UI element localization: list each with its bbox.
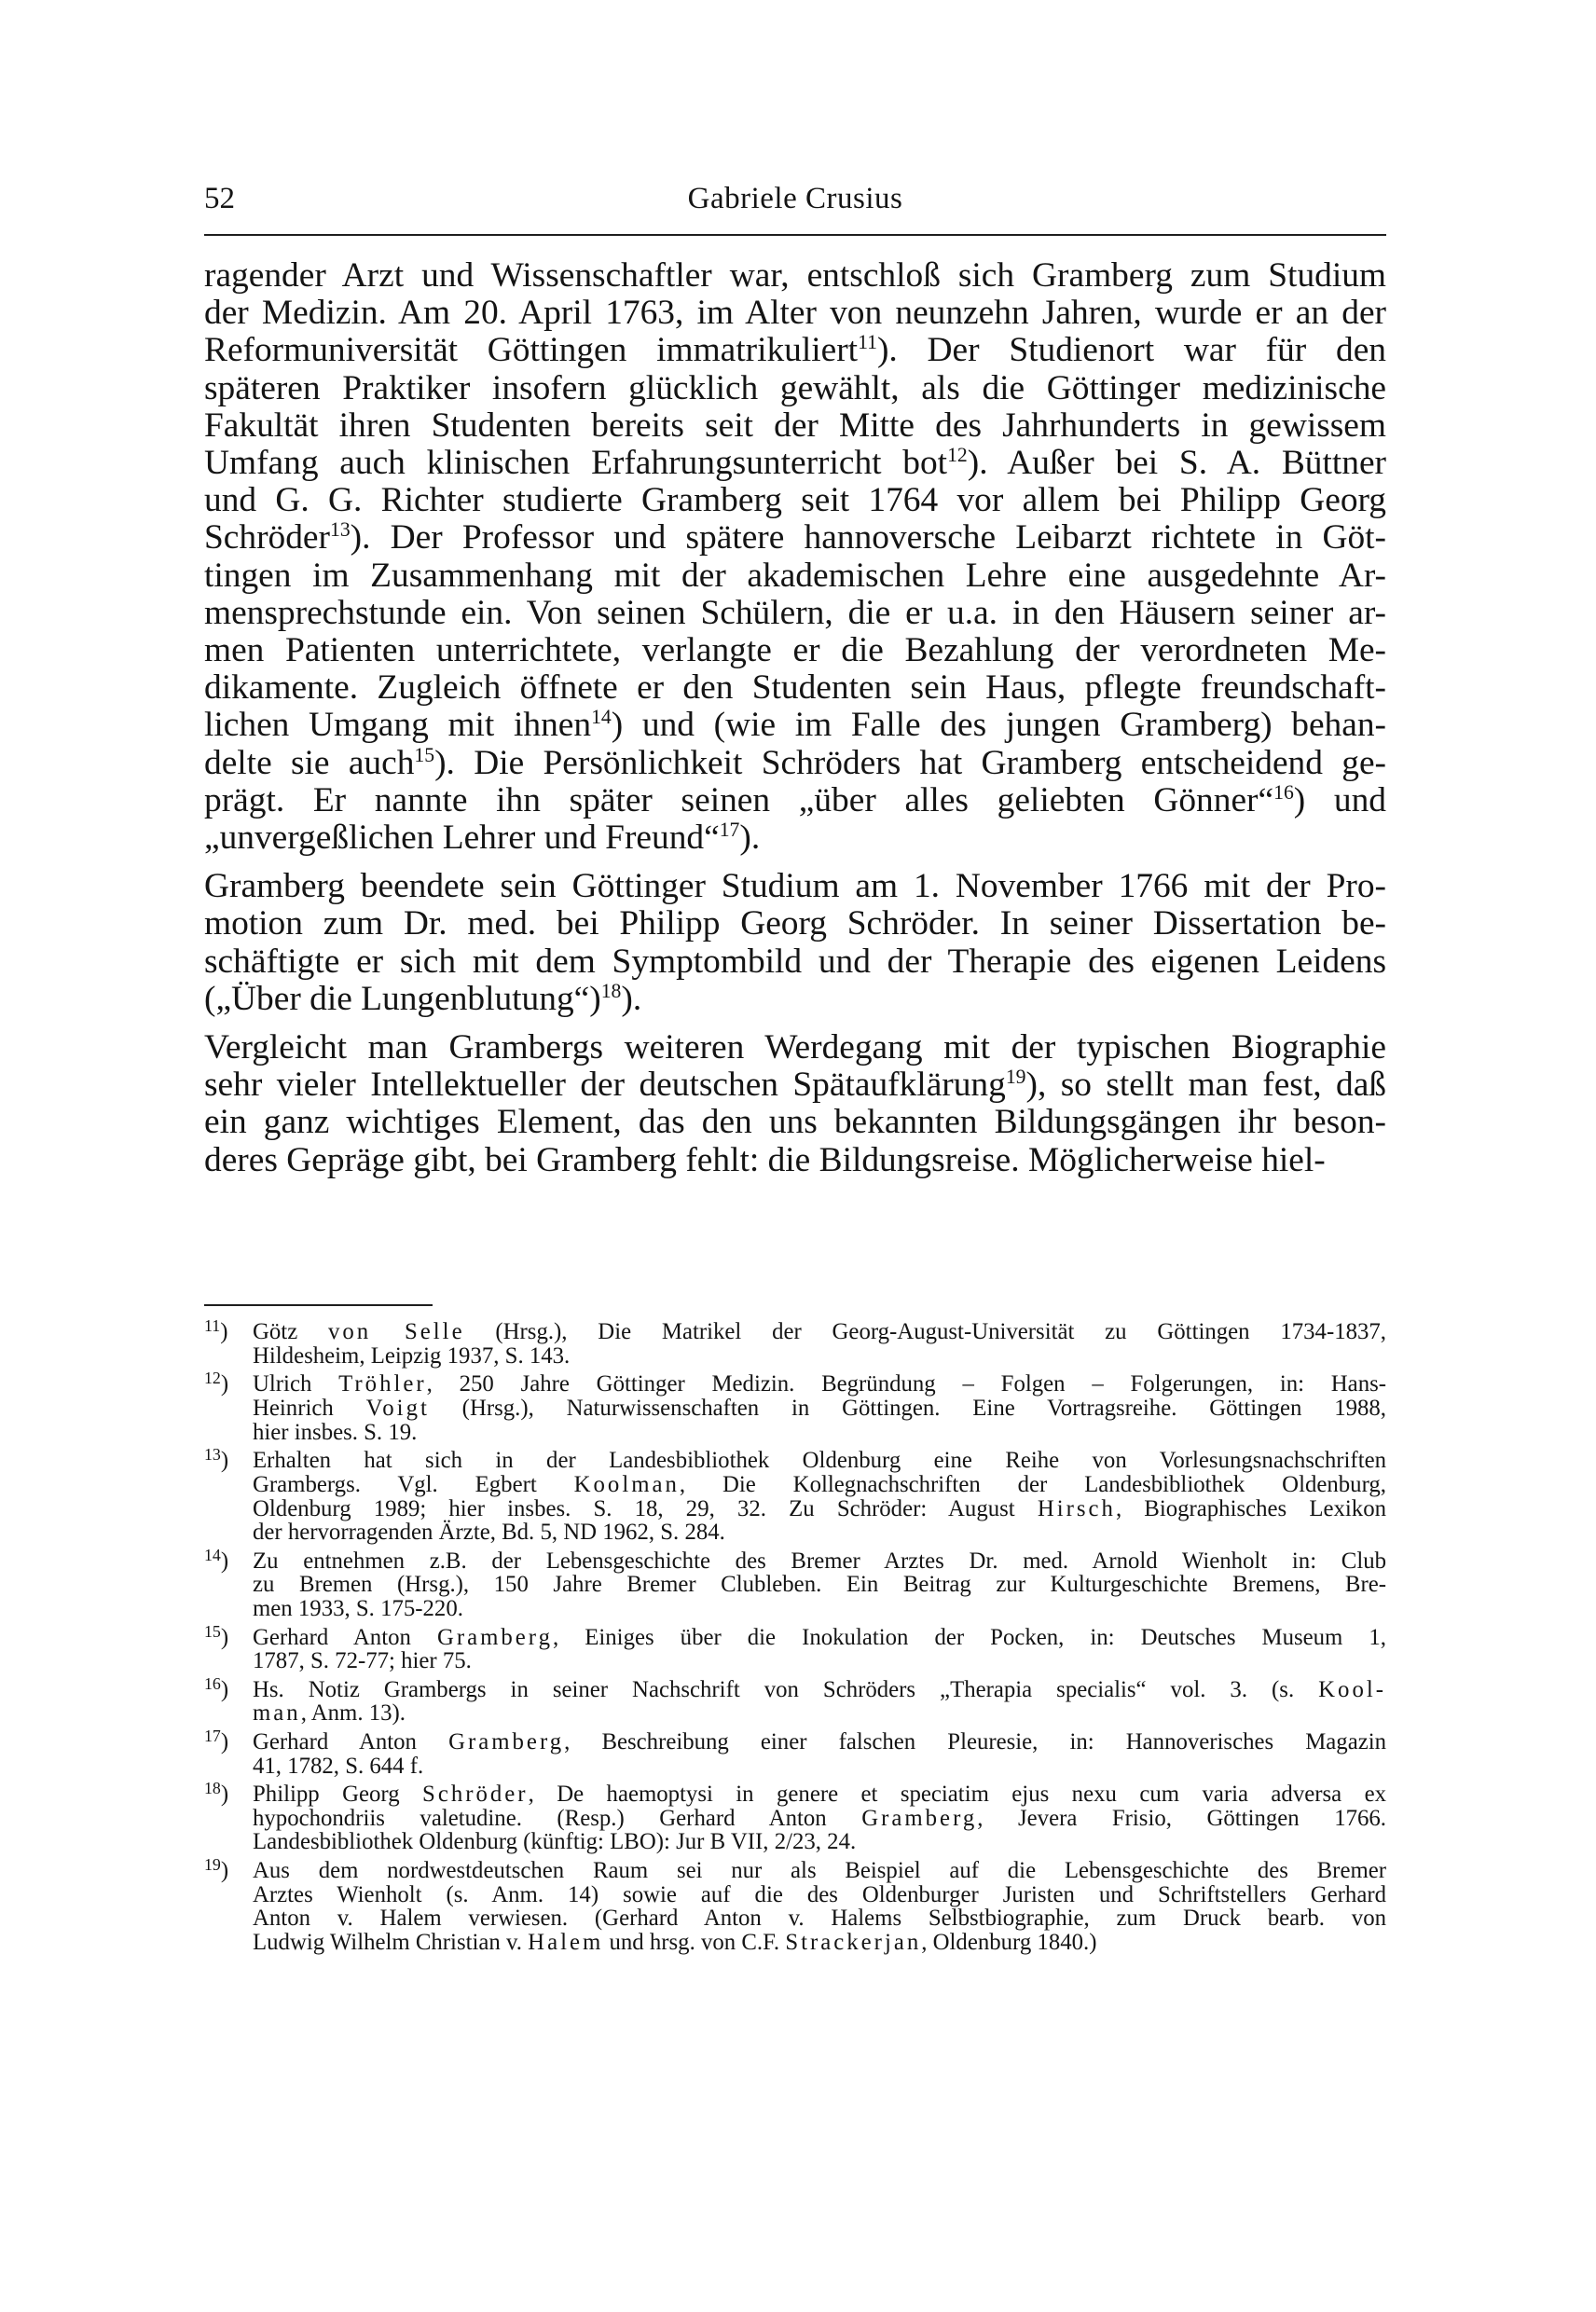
- text-run: , De haemoptysi in genere et speciatim ejus nexu cum varia adversa ex: [528, 1781, 1386, 1807]
- footnote: [204, 1315, 1386, 1369]
- text-run: Philipp Georg: [253, 1781, 423, 1807]
- footnote-number: 13: [204, 1444, 221, 1464]
- text-run: ragender Arzt und Wissenschaftler war, entschloß sich Gramberg zum Studium: [204, 256, 1386, 295]
- footnote-reference: 16: [1273, 780, 1294, 804]
- text-run: Ludwig Wilhelm Christian v.: [253, 1930, 529, 1956]
- text-run: , Die Kollegnachschriften der Landesbibliothek Oldenburg,: [679, 1471, 1386, 1497]
- footnote-rule: [204, 1304, 433, 1306]
- footnote: [204, 1369, 1387, 1445]
- footnote: [204, 1545, 1386, 1622]
- footnote: [204, 1854, 1386, 1956]
- text-run: Fakultät ihren Studenten bereits seit der Mitte des Jahrhunderts in gewissem: [204, 406, 1386, 445]
- text-run: schäftigte er sich mit dem Symptombild und der Therapie des eigenen Leidens: [204, 942, 1386, 981]
- body-paragraph: [204, 868, 1386, 1018]
- author-name: Schröder: [422, 1781, 529, 1807]
- footnote-number: 11: [204, 1315, 221, 1335]
- author-name: Gramberg: [436, 1624, 554, 1650]
- text-run: späteren Praktiker insofern glücklich gewählt, als die Göttinger medizinische: [204, 368, 1386, 407]
- footnote: [204, 1444, 1386, 1546]
- footnote-reference: 17: [719, 819, 740, 842]
- footnote-mark: $^{12}$): [204, 1369, 229, 1397]
- footnote-mark: $^{13}$): [204, 1444, 229, 1473]
- text-run: ein ganz wichtiges Element, das den uns bekannten Bildungsgängen ihr beson-: [204, 1103, 1386, 1142]
- footnote-line: [253, 1549, 1386, 1574]
- footnote-line: [253, 1830, 1386, 1854]
- footnote-line: [253, 1730, 1386, 1755]
- text-line: [204, 257, 1386, 295]
- text-line: [204, 943, 1386, 981]
- footnote-line: [253, 1521, 1386, 1545]
- footnote-number: 16: [204, 1673, 221, 1693]
- author-name: Halem: [528, 1930, 604, 1956]
- text-run: Gerhard Anton: [253, 1728, 449, 1755]
- text-run: men 1933, S. 175-220.: [253, 1596, 463, 1622]
- text-line: [204, 707, 1386, 744]
- author-name: Gramberg: [448, 1728, 565, 1755]
- text-run: Zu entnehmen z.B. der Lebensgeschichte des Bremer Arztes Dr. med. Arnold Wienholt in: Club: [253, 1548, 1386, 1574]
- footnote-line: [253, 1344, 1386, 1369]
- footnotes: [204, 1315, 1387, 1959]
- text-run: Schröder: [204, 518, 330, 557]
- text-line: [204, 1142, 1386, 1179]
- author-name: Strackerjan: [785, 1930, 922, 1956]
- running-title: Gabriele Crusius: [687, 182, 903, 215]
- footnote-line: [253, 1397, 1386, 1421]
- footnote-mark: $^{17}$): [204, 1726, 229, 1755]
- author-name: Kool-: [1318, 1676, 1386, 1702]
- text-run: ), so stellt man fest, daß: [1025, 1066, 1386, 1105]
- text-run: ). Außer bei S. A. Büttner: [967, 444, 1386, 483]
- text-run: delte sie auch: [204, 743, 415, 782]
- footnote-line: [253, 1372, 1386, 1397]
- page-header: [204, 180, 1386, 227]
- text-run: mensprechstunde ein. Von seinen Schülern, die er u.a. in den Häusern seiner ar-: [204, 593, 1386, 632]
- text-line: [204, 669, 1386, 707]
- text-run: hier insbes. S. 19.: [253, 1419, 418, 1445]
- text-line: [204, 482, 1386, 519]
- footnote-number: 17: [204, 1726, 221, 1745]
- text-line: [204, 1029, 1386, 1067]
- text-run: , 250 Jahre Göttinger Medizin. Begründung – Folgen – Folgerungen, in: Hans-: [426, 1371, 1386, 1397]
- footnote-line: [253, 1678, 1386, 1702]
- footnote-mark: $^{15}$): [204, 1621, 229, 1650]
- text-run: ).: [739, 819, 761, 858]
- text-run: , Einiges über die Inokulation der Pocken, in: Deutsches Museum 1,: [553, 1624, 1386, 1650]
- text-run: ).: [621, 979, 642, 1018]
- text-run: hypochondriis valetudine. (Resp.) Gerhard Anton: [253, 1805, 862, 1831]
- text-line: [204, 1104, 1386, 1141]
- footnote-number: 19: [204, 1854, 221, 1874]
- author-name: Hirsch: [1037, 1495, 1116, 1521]
- footnote-line: [253, 1755, 1386, 1779]
- text-run: (Hrsg.), Die Matrikel der Georg-August-Universität zu Göttingen 1734-1837,: [464, 1319, 1386, 1344]
- text-run: ) und (wie im Falle des jungen Gramberg) behan-: [611, 706, 1386, 745]
- footnote-number: 18: [204, 1778, 221, 1797]
- text-line: [204, 868, 1386, 905]
- text-line: [204, 1067, 1386, 1104]
- text-run: (Hrsg.), Naturwissenschaften in Göttingen. Eine Vortragsreihe. Göttingen 1988,: [429, 1395, 1387, 1421]
- text-run: der hervorragenden Ärzte, Bd. 5, ND 1962, S. 284.: [253, 1520, 725, 1546]
- text-run: men Patienten unterrichtete, verlangte er die Bezahlung der verordneten Me-: [204, 631, 1386, 670]
- text-run: , Biographisches Lexikon: [1115, 1495, 1386, 1521]
- text-run: ). Der Studienort war für den: [876, 331, 1386, 370]
- text-line: [204, 632, 1386, 669]
- text-line: [204, 370, 1386, 407]
- text-run: Gerhard Anton: [253, 1624, 437, 1650]
- text-run: ). Der Professor und spätere hannoversche Leibarzt richtete in Göt-: [350, 518, 1386, 557]
- text-line: [204, 445, 1386, 482]
- text-run: und G. G. Richter studierte Gramberg seit 1764 vor allem bei Philipp Georg: [204, 481, 1386, 520]
- footnote-line: [253, 1906, 1386, 1931]
- text-line: [204, 782, 1386, 819]
- footnote-line: [253, 1807, 1386, 1831]
- footnote: [204, 1726, 1386, 1779]
- page-number: 52: [204, 182, 235, 215]
- text-run: Heinrich: [253, 1395, 366, 1421]
- text-run: Reformuniversität Göttingen immatrikuliert: [204, 331, 859, 370]
- footnote-line: [253, 1701, 1386, 1726]
- text-run: Erhalten hat sich in der Landesbibliothek Oldenburg eine Reihe von Vorlesungsnachschriften: [253, 1447, 1386, 1473]
- text-run: Hildesheim, Leipzig 1937, S. 143.: [253, 1342, 571, 1369]
- text-run: („Über die Lungenblutung“): [204, 979, 601, 1018]
- footnote-line: [253, 1649, 1386, 1673]
- author-name: man: [253, 1700, 301, 1727]
- footnote-reference: 14: [591, 706, 612, 729]
- text-run: lichen Umgang mit ihnen: [204, 706, 592, 745]
- footnote-line: [253, 1497, 1386, 1521]
- footnote-reference: 11: [858, 331, 877, 354]
- footnote-reference: 13: [329, 518, 351, 542]
- footnote-reference: 19: [1005, 1066, 1026, 1089]
- footnote-line: [253, 1883, 1386, 1907]
- text-run: sehr vieler Intellektueller der deutschen Spätaufklärung: [204, 1066, 1006, 1105]
- author-name: Tröhler: [338, 1371, 427, 1397]
- footnote-mark: $^{16}$): [204, 1673, 229, 1702]
- text-line: [204, 557, 1386, 595]
- text-run: motion zum Dr. med. bei Philipp Georg Schröder. In seiner Dissertation be-: [204, 904, 1386, 943]
- footnote-line: [253, 1473, 1386, 1497]
- author-name: Koolman: [573, 1471, 680, 1497]
- text-run: Vergleicht man Grambergs weiteren Werdegang mit der typischen Biographie: [204, 1028, 1386, 1067]
- footnote-reference: 15: [414, 743, 435, 766]
- author-name: Gramberg: [861, 1805, 978, 1831]
- text-run: dikamente. Zugleich öffnete er den Studenten sein Haus, pflegte freundschaft-: [204, 668, 1386, 708]
- text-run: 1787, S. 72-77; hier 75.: [253, 1648, 472, 1674]
- text-run: Anton v. Halem verwiesen. (Gerhard Anton v. Halems Selbstbiographie, zum Druck bearb. von: [253, 1906, 1386, 1932]
- text-run: , Beschreibung einer falschen Pleuresie, in: Hannoverisches Magazin: [564, 1728, 1386, 1755]
- text-run: Ulrich: [253, 1371, 339, 1397]
- text-run: tingen im Zusammenhang mit der akademischen Lehre eine ausgedehnte Ar-: [204, 556, 1386, 595]
- text-line: [204, 981, 1386, 1018]
- text-run: ) und: [1293, 780, 1386, 819]
- text-run: der Medizin. Am 20. April 1763, im Alter von neunzehn Jahren, wurde er an der: [204, 294, 1386, 333]
- text-run: Landesbibliothek Oldenburg (künftig: LBO): Jur B VII, 2/23, 24.: [253, 1829, 857, 1855]
- text-run: Gramberg beendete sein Göttinger Studium am 1. November 1766 mit der Pro-: [204, 867, 1386, 906]
- footnote-line: [253, 1449, 1386, 1473]
- footnote-line: [253, 1573, 1386, 1597]
- text-run: und hrsg. von C.F.: [603, 1930, 786, 1956]
- text-run: deres Gepräge gibt, bei Gramberg fehlt: die Bildungsreise. Möglicherweise hiel-: [204, 1140, 1326, 1179]
- text-run: , Anm. 13).: [300, 1700, 406, 1727]
- text-run: prägt. Er nannte ihn später seinen „über alles geliebten Gönner“: [204, 780, 1274, 819]
- footnote-reference: 18: [600, 979, 622, 1002]
- body-paragraph: [204, 257, 1386, 857]
- text-run: , Jevera Frisio, Göttingen 1766.: [977, 1805, 1386, 1831]
- footnote-reference: 12: [947, 444, 968, 467]
- footnote-line: [253, 1931, 1386, 1955]
- text-run: Grambergs. Vgl. Egbert: [253, 1471, 574, 1497]
- footnote-line: [253, 1859, 1386, 1883]
- text-line: [204, 745, 1386, 782]
- text-line: [204, 295, 1386, 332]
- text-run: Hs. Notiz Grambergs in seiner Nachschrift von Schröders „Therapia specialis“ vol. 3. (s.: [253, 1676, 1319, 1702]
- body-text: [204, 257, 1386, 1190]
- footnote-number: 14: [204, 1545, 221, 1564]
- text-line: [204, 595, 1386, 632]
- text-line: [204, 407, 1386, 445]
- text-run: 41, 1782, S. 644 f.: [253, 1753, 424, 1779]
- text-run: Umfang auch klinischen Erfahrungsunterricht bot: [204, 444, 948, 483]
- text-run: ). Die Persönlichkeit Schröders hat Gramberg entscheidend ge-: [434, 743, 1386, 782]
- text-run: Götz: [253, 1319, 328, 1344]
- author-name: von Selle: [328, 1319, 465, 1344]
- header-rule: [204, 234, 1386, 236]
- text-run: , Oldenburg 1840.): [921, 1930, 1097, 1956]
- author-name: Voigt: [365, 1395, 430, 1421]
- text-run: Aus dem nordwestdeutschen Raum sei nur als Beispiel auf die Lebensgeschichte des Bremer: [253, 1857, 1386, 1883]
- footnote-line: [253, 1782, 1386, 1807]
- footnote-number: 12: [204, 1369, 221, 1388]
- footnote-line: [253, 1421, 1386, 1445]
- footnote-mark: $^{19}$): [204, 1854, 229, 1883]
- footnote-number: 15: [204, 1621, 221, 1641]
- footnote: [204, 1673, 1386, 1727]
- footnote-mark: $^{14}$): [204, 1545, 229, 1574]
- text-run: „unvergeßlichen Lehrer und Freund“: [204, 819, 720, 858]
- footnote-line: [253, 1626, 1386, 1650]
- text-line: [204, 519, 1386, 557]
- text-line: [204, 332, 1386, 369]
- footnote-mark: $^{11}$): [204, 1315, 228, 1344]
- footnote-line: [253, 1320, 1386, 1344]
- text-run: Arztes Wienholt (s. Anm. 14) sowie auf die des Oldenburger Juristen und Schriftstellers Gerhard: [253, 1881, 1386, 1907]
- footnote: [204, 1778, 1386, 1855]
- footnote-mark: $^{18}$): [204, 1778, 229, 1807]
- text-line: [204, 819, 1386, 857]
- text-line: [204, 905, 1386, 943]
- footnote: [204, 1621, 1386, 1674]
- text-run: zu Bremen (Hrsg.), 150 Jahre Bremer Clubleben. Ein Beitrag zur Kulturgeschichte Bremens, Bre-: [253, 1572, 1386, 1598]
- footnote-line: [253, 1597, 1386, 1621]
- body-paragraph: [204, 1029, 1386, 1179]
- text-run: Oldenburg 1989; hier insbes. S. 18, 29, 32. Zu Schröder: August: [253, 1495, 1038, 1521]
